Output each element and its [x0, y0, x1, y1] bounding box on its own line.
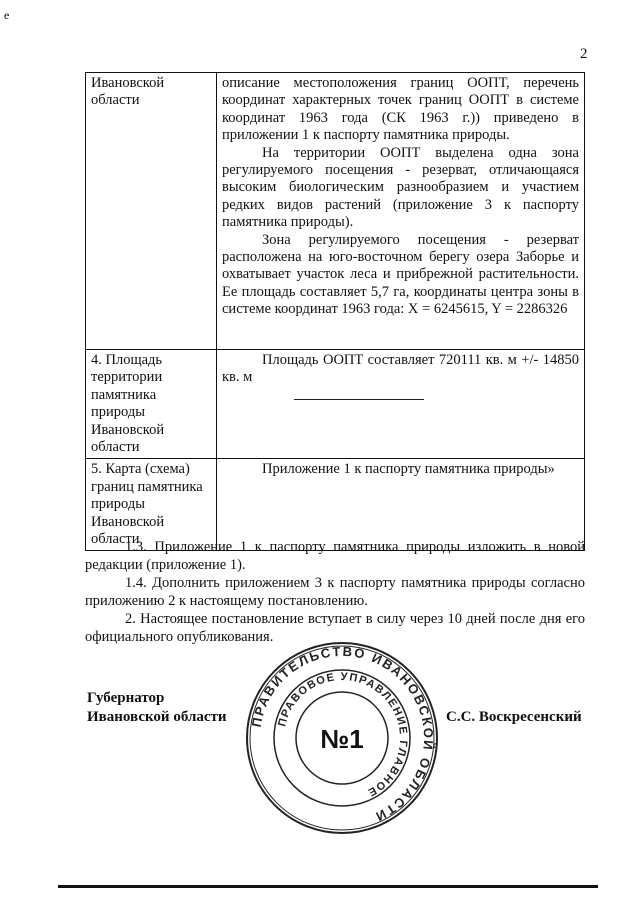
content-paragraph: Площадь ООПТ составляет 720111 кв. м +/- 14850 кв. м: [222, 352, 579, 386]
official-seal: [244, 640, 440, 836]
content-table: [85, 72, 585, 551]
row-label: [86, 350, 217, 459]
content-paragraph: Зона регулируемого посещения - резерват расположена на юго-восточном берегу озера Заборье и охватывает участок леса и прибрежной растительности. Ее площадь составляет 5,7 га, координаты центра зоны в системе координат 1963 года: X = 6245615, Y = 2286326: [222, 231, 579, 318]
svg-text:ПРАВИТЕЛЬСТВО ИВАНОВСКОЙ ОБЛАС: ПРАВИТЕЛЬСТВО ИВАНОВСКОЙ ОБЛАСТИ: [248, 643, 437, 825]
row-content: [217, 73, 585, 350]
signature-title-line: Губернатор: [87, 690, 165, 706]
paragraph-1-3: 1.3. Приложение 1 к паспорту памятника природы изложить в новой редакции (приложение 1).: [85, 539, 585, 573]
svg-text:№1: №1: [320, 724, 364, 754]
signature-title: [87, 689, 227, 727]
signature-title-line: Ивановской области: [87, 708, 227, 725]
table-row: [86, 73, 585, 350]
paragraph-1-4: 1.4. Дополнить приложением 3 к паспорту памятника природы согласно приложению 2 к настоящему постановлению.: [85, 575, 585, 609]
table-row: [86, 350, 585, 459]
row-label-text: 4. Площадь территории памятника природы Ивановской области: [91, 352, 165, 455]
row-content: [217, 350, 585, 459]
svg-text:ПРАВОВОЕ УПРАВЛЕНИЕ ГЛАВНОЕ: ПРАВОВОЕ УПРАВЛЕНИЕ ГЛАВНОЕ: [276, 670, 410, 799]
corner-mark: е: [4, 8, 10, 22]
content-paragraph: описание местоположения границ ООПТ, перечень координат характерных точек границ ООПТ в системе координат 1963 года (СК 1963 г.)) приведено в приложении 1 к паспорту памятника природы.: [222, 75, 579, 144]
row-label: Ивановской области: [86, 73, 217, 350]
underline-mark: [294, 399, 424, 401]
table-row: [86, 459, 585, 551]
content-paragraph: На территории ООПТ выделена одна зона регулируемого посещения - резерват, отличающаяся высоким биологическим разнообразием и участием редких видов растений (приложение 3 к паспорту памятника природы).: [222, 144, 579, 231]
signature-name: С.С. Воскресенский: [446, 709, 582, 725]
row-label: 5. Карта (схема) границ памятника природы Ивановской области: [86, 459, 217, 551]
bottom-rule: [58, 885, 598, 888]
page-number: 2: [580, 46, 588, 62]
paragraph-2: 2. Настоящее постановление вступает в силу через 10 дней после дня его официального опубликования.: [85, 611, 585, 645]
row-content: [217, 459, 585, 551]
content-paragraph: Приложение 1 к паспорту памятника природы»: [262, 461, 555, 478]
